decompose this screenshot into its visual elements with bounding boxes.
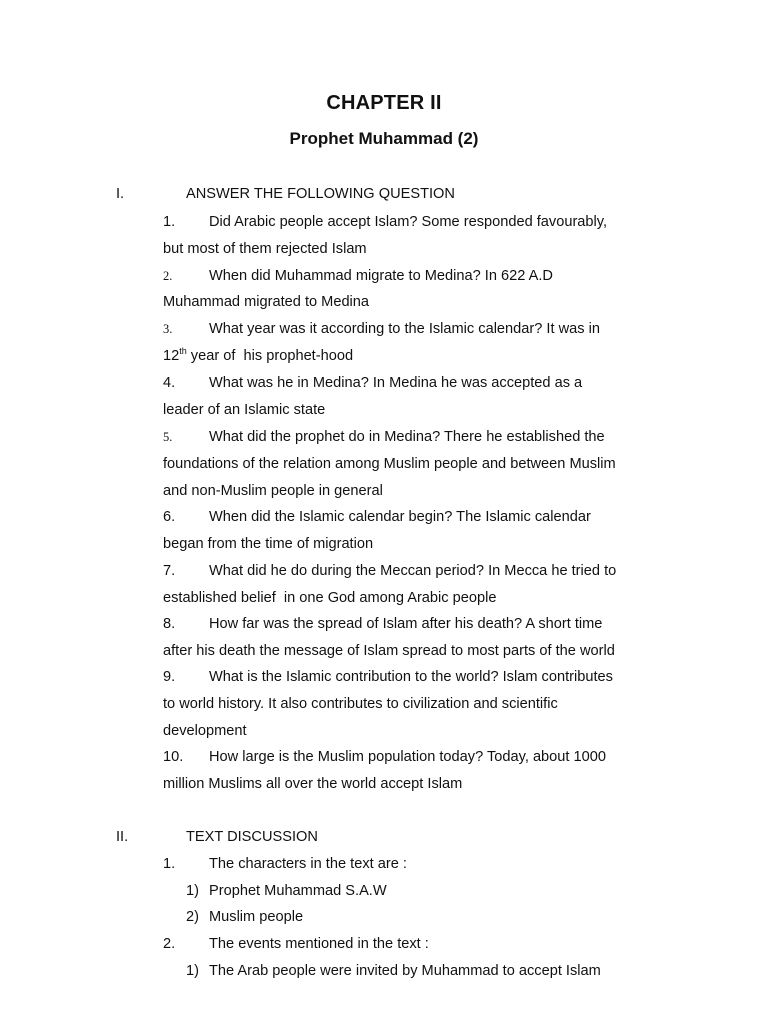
sub-list-item — [186, 962, 601, 980]
question-number: 4. — [163, 375, 176, 391]
question-9 — [163, 668, 613, 686]
sub-list-text: Muslim people — [209, 909, 304, 925]
answer-6: began from the time of migration — [163, 536, 374, 552]
answer-4: leader of an Islamic state — [163, 402, 326, 418]
question-text: How far was the spread of Islam after his death? A short time — [209, 616, 603, 632]
sub-list-text: The Arab people were invited by Muhammad to accept Islam — [209, 963, 601, 979]
question-text: What was he in Medina? In Medina he was accepted as a — [209, 375, 583, 391]
answer-3-year: 12 — [163, 348, 180, 364]
question-text: What did the prophet do in Medina? There he established the — [209, 429, 605, 445]
answer-3-rest: year of his prophet-hood — [186, 348, 354, 364]
discussion-item-2 — [163, 935, 429, 953]
sub-list-text: Prophet Muhammad S.A.W — [209, 883, 387, 899]
question-number: 10. — [163, 749, 184, 765]
question-number: 6. — [163, 509, 176, 525]
question-10 — [163, 748, 606, 766]
question-text: When did Muhammad migrate to Medina? In 622 A.D — [209, 268, 553, 284]
answer-9-line-1: to world history. It also contributes to civilization and scientific — [163, 696, 558, 712]
chapter-subtitle: Prophet Muhammad (2) — [289, 129, 479, 148]
question-text: What is the Islamic contribution to the world? Islam contributes — [209, 669, 613, 685]
answer-7: established belief in one God among Arabic people — [163, 590, 497, 606]
discussion-text: The characters in the text are : — [209, 856, 407, 872]
answer-9-line-2: development — [163, 723, 247, 739]
answer-5-line-2: and non-Muslim people in general — [163, 483, 383, 499]
question-text: When did the Islamic calendar begin? The Islamic calendar — [209, 509, 591, 525]
chapter-title: CHAPTER II — [326, 92, 442, 114]
section-2-title: TEXT DISCUSSION — [186, 829, 318, 845]
answer-3 — [163, 347, 353, 365]
section-2-numeral: II. — [116, 829, 129, 845]
question-number: 8. — [163, 616, 176, 632]
question-1 — [163, 213, 607, 231]
question-number: 1. — [163, 214, 176, 230]
question-number: 2. — [163, 269, 173, 283]
answer-2: Muhammad migrated to Medina — [163, 294, 370, 310]
question-number: 5. — [163, 430, 173, 444]
answer-8: after his death the message of Islam spread to most parts of the world — [163, 643, 615, 659]
section-1-title: ANSWER THE FOLLOWING QUESTION — [186, 186, 455, 202]
question-text: What year was it according to the Islamic calendar? It was in — [209, 321, 600, 337]
question-text: Did Arabic people accept Islam? Some responded favourably, — [209, 214, 608, 230]
question-text: What did he do during the Meccan period? In Mecca he tried to — [209, 563, 617, 579]
section-1-numeral: I. — [116, 186, 125, 202]
discussion-number: 1. — [163, 856, 176, 872]
answer-5-line-1: foundations of the relation among Muslim people and between Muslim — [163, 456, 616, 472]
answer-10: million Muslims all over the world accept Islam — [163, 776, 463, 792]
question-4 — [163, 374, 582, 392]
question-8 — [163, 615, 602, 633]
discussion-number: 2. — [163, 936, 176, 952]
question-3 — [163, 320, 600, 338]
discussion-text: The events mentioned in the text : — [209, 936, 429, 952]
question-text: How large is the Muslim population today? Today, about 1000 — [209, 749, 606, 765]
question-2 — [163, 267, 553, 285]
question-number: 9. — [163, 669, 176, 685]
sub-list-item — [186, 882, 387, 900]
question-number: 7. — [163, 563, 176, 579]
answer-1: but most of them rejected Islam — [163, 241, 367, 257]
question-5 — [163, 428, 605, 446]
sub-list-number: 2) — [186, 909, 199, 925]
question-number: 3. — [163, 322, 173, 336]
discussion-item-1 — [163, 855, 407, 873]
sub-list-number: 1) — [186, 883, 199, 899]
ordinal-suffix: th — [179, 346, 187, 356]
sub-list-number: 1) — [186, 963, 199, 979]
question-7 — [163, 562, 616, 580]
sub-list-item — [186, 908, 303, 926]
question-6 — [163, 508, 591, 526]
